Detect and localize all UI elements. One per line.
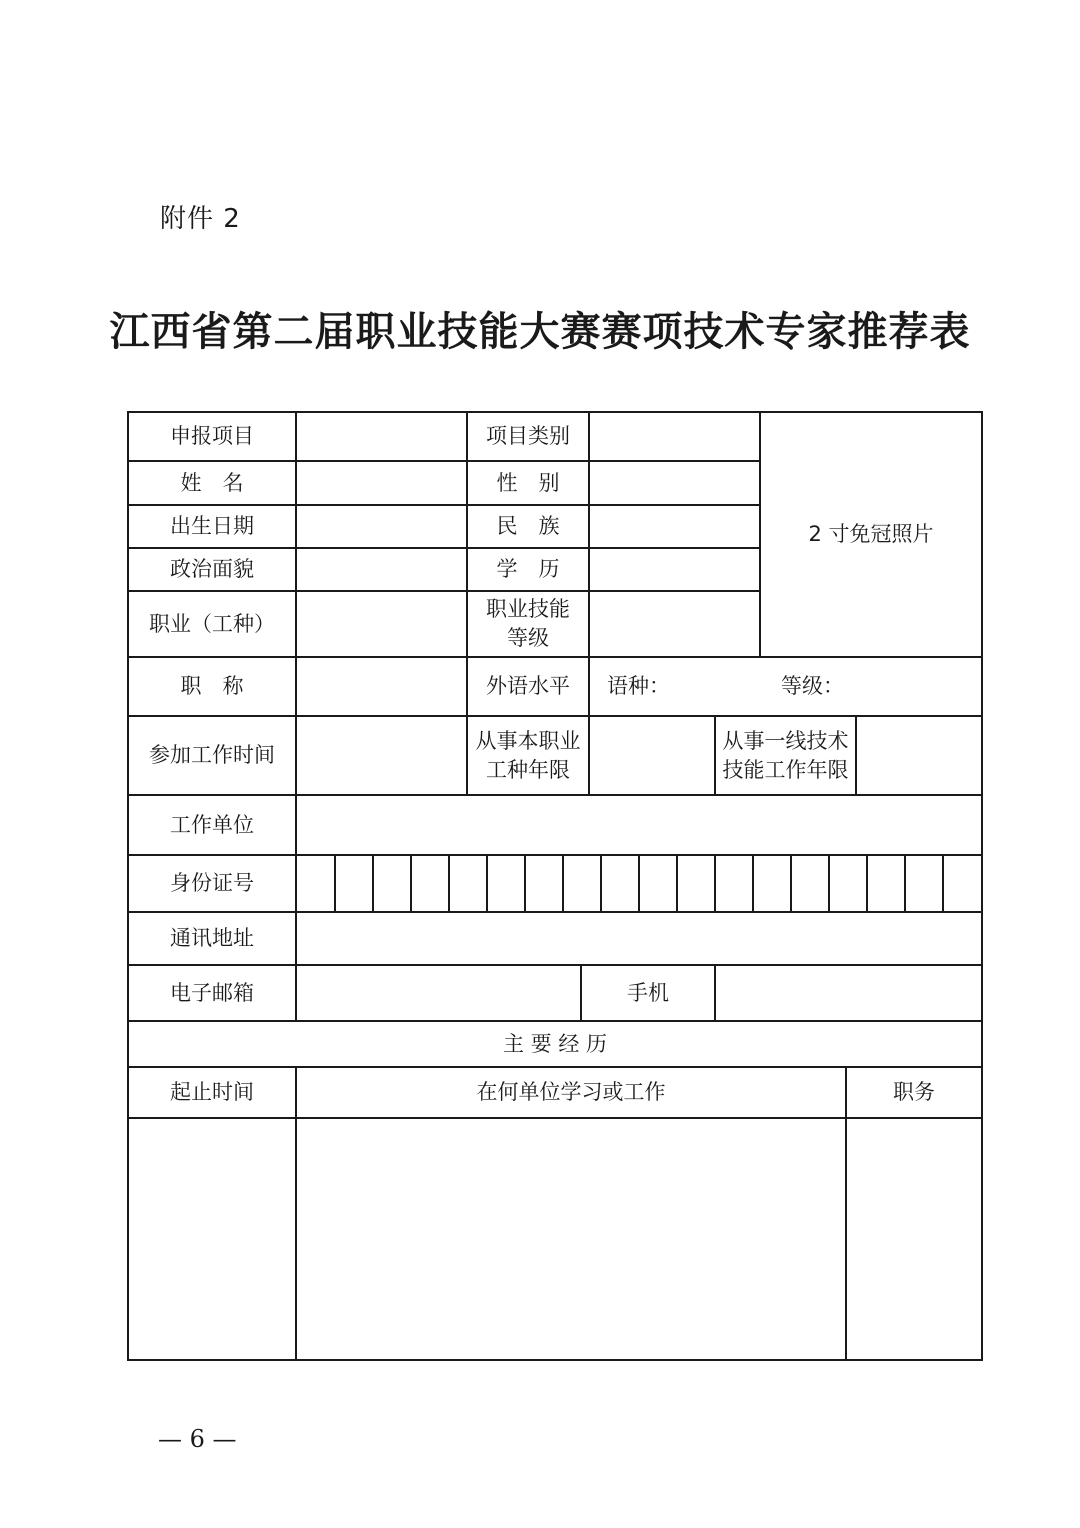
email-field[interactable] xyxy=(297,966,580,1020)
label-position: 职务 xyxy=(893,1080,935,1104)
label-years-frontline: 从事一线技术 技能工作年限 xyxy=(722,728,849,782)
label-mobile: 手机 xyxy=(627,980,669,1005)
occupation-field[interactable] xyxy=(297,592,466,656)
label-foreign-language: 外语水平 xyxy=(486,674,570,698)
attachment-label: 附件 2 xyxy=(160,204,241,234)
form-title: 江西省第二届职业技能大赛赛项技术专家推荐表 xyxy=(109,308,971,355)
education-field[interactable] xyxy=(590,549,759,590)
label-work-start: 参加工作时间 xyxy=(149,743,275,767)
professional-title-field[interactable] xyxy=(297,658,466,715)
label-period: 起止时间 xyxy=(170,1080,254,1104)
label-skill-level: 职业技能 等级 xyxy=(486,597,570,650)
years-in-occupation-field[interactable] xyxy=(590,717,714,794)
label-education: 学 历 xyxy=(496,557,560,581)
label-grade: 等级： xyxy=(781,674,844,698)
mobile-field[interactable] xyxy=(716,966,981,1020)
border-bottom xyxy=(127,1359,983,1361)
id-number-field[interactable] xyxy=(297,856,981,911)
recommendation-form xyxy=(127,411,983,1361)
label-work-unit: 工作单位 xyxy=(170,812,254,837)
experience-unit-field[interactable] xyxy=(297,1119,845,1359)
label-ethnicity: 民 族 xyxy=(496,514,560,538)
label-apply-project: 申报项目 xyxy=(170,424,254,448)
label-email: 电子邮箱 xyxy=(170,980,254,1005)
name-field[interactable] xyxy=(297,462,466,504)
experience-period-field[interactable] xyxy=(129,1119,295,1359)
skill-level-field[interactable] xyxy=(590,592,759,656)
experience-position-field[interactable] xyxy=(847,1119,981,1359)
label-professional-title: 职 称 xyxy=(180,674,244,698)
label-name: 姓 名 xyxy=(180,470,244,495)
work-start-field[interactable] xyxy=(297,717,466,794)
label-gender: 性 别 xyxy=(496,470,560,495)
label-years-in-occupation: 从事本职业 工种年限 xyxy=(475,728,581,782)
political-status-field[interactable] xyxy=(297,549,466,590)
apply-project-field[interactable] xyxy=(297,413,466,460)
label-unit-study-work: 在何单位学习或工作 xyxy=(476,1080,666,1104)
work-unit-field[interactable] xyxy=(297,796,981,854)
border-right xyxy=(981,411,983,1361)
label-political-status: 政治面貌 xyxy=(170,557,254,581)
label-project-category: 项目类别 xyxy=(486,424,570,448)
ethnicity-field[interactable] xyxy=(590,506,759,547)
photo-placeholder: 2 寸免冠照片 xyxy=(808,522,934,546)
label-id-number: 身份证号 xyxy=(170,871,254,895)
years-frontline-field[interactable] xyxy=(857,717,981,794)
label-main-experience: 主 要 经 历 xyxy=(502,1031,608,1056)
label-language: 语种： xyxy=(607,674,670,698)
label-birth-date: 出生日期 xyxy=(170,514,254,538)
label-occupation: 职业（工种） xyxy=(149,611,275,636)
address-field[interactable] xyxy=(297,913,981,964)
birth-date-field[interactable] xyxy=(297,506,466,547)
label-address: 通讯地址 xyxy=(170,926,254,950)
page-number: — 6 — xyxy=(158,1425,237,1453)
project-category-field[interactable] xyxy=(590,413,759,460)
gender-field[interactable] xyxy=(590,462,759,504)
